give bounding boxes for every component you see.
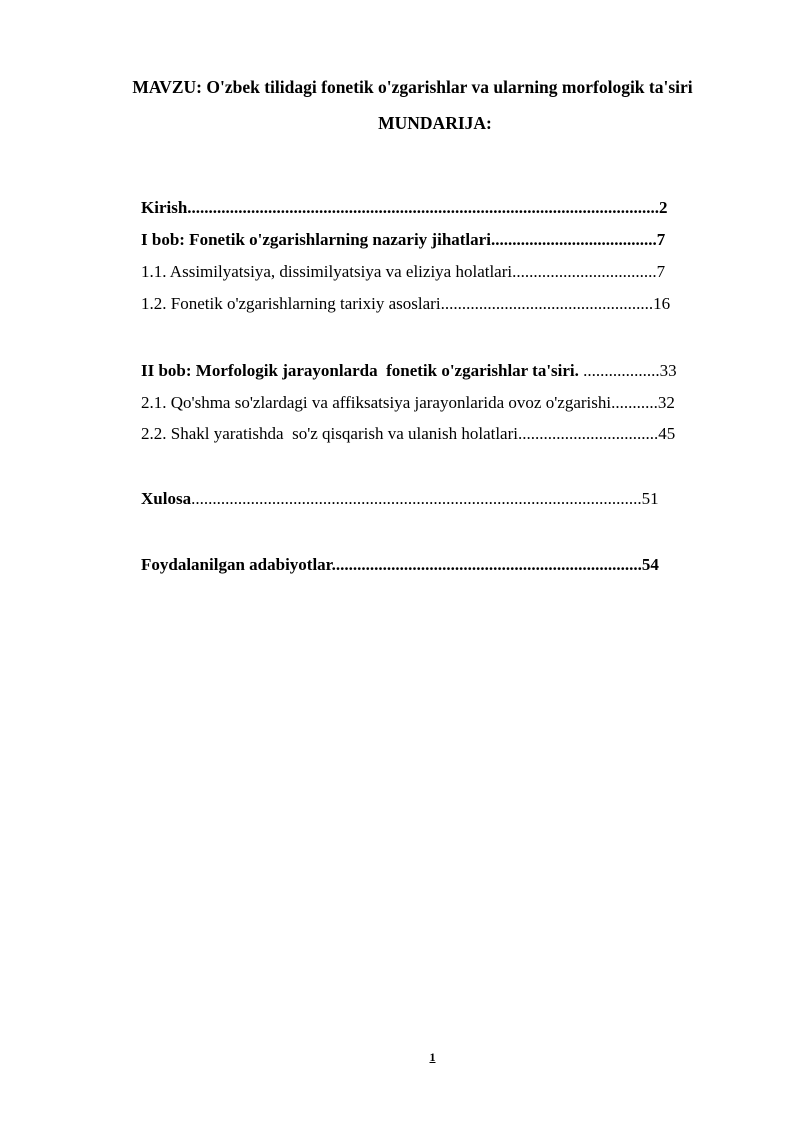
toc-entry-label: Kirish <box>141 198 188 217</box>
toc-entry-references[interactable] <box>124 532 659 598</box>
toc-leader: .................. <box>578 361 660 380</box>
toc-page-number: 32 <box>657 393 675 412</box>
toc-entry-1-2[interactable] <box>124 271 670 337</box>
toc-leader: .................................. <box>512 262 657 281</box>
toc-leader: ................................. <box>518 424 659 443</box>
toc-entry-label: 2.2. Shakl yaratishda so'z qisqarish va ulanish holatlari <box>141 424 518 443</box>
toc-leader: .................................................. <box>440 294 654 313</box>
toc-page-number: 7 <box>656 230 666 249</box>
toc-leader: ....................................... <box>490 230 657 249</box>
toc-page-number: 33 <box>659 361 677 380</box>
document-title: MAVZU: O'zbek tilidagi fonetik o'zgarishlar va ularning morfologik ta'siri <box>132 77 693 97</box>
toc-entry-label: Foydalanilgan adabiyotlar <box>141 555 332 574</box>
page-number: 1 <box>429 1050 436 1064</box>
toc-page-number: 54 <box>641 555 659 574</box>
toc-leader: ......................................................................... <box>331 555 642 574</box>
toc-page-number: 45 <box>658 424 676 443</box>
toc-entry-label: 2.1. Qo'shma so'zlardagi va affiksatsiya jarayonlarida ovoz o'zgarishi <box>141 393 612 412</box>
toc-page-number: 51 <box>641 489 659 508</box>
toc-page-number: 2 <box>659 198 668 217</box>
toc-entry-label: I bob: Fonetik o'zgarishlarning nazariy jihatlari <box>141 230 491 249</box>
toc-leader: ........... <box>611 393 658 412</box>
toc-entry-xulosa[interactable] <box>124 466 659 532</box>
toc-entry-2-2[interactable] <box>124 401 675 467</box>
toc-entry-label: II bob: Morfologik jarayonlarda fonetik o'zgarishlar ta'siri. <box>141 361 579 380</box>
toc-heading: MUNDARIJA: <box>378 113 492 133</box>
toc-page-number: 16 <box>653 294 671 313</box>
toc-entry-label: 1.2. Fonetik o'zgarishlarning tarixiy asoslari <box>141 294 441 313</box>
toc-entry-label: 1.1. Assimilyatsiya, dissimilyatsiya va eliziya holatlari <box>141 262 513 281</box>
toc-leader: ............................................................................................................... <box>187 198 660 217</box>
toc-page-number: 7 <box>656 262 666 281</box>
toc-leader: .......................................................................................................... <box>191 489 642 508</box>
toc-entry-label: Xulosa <box>141 489 192 508</box>
